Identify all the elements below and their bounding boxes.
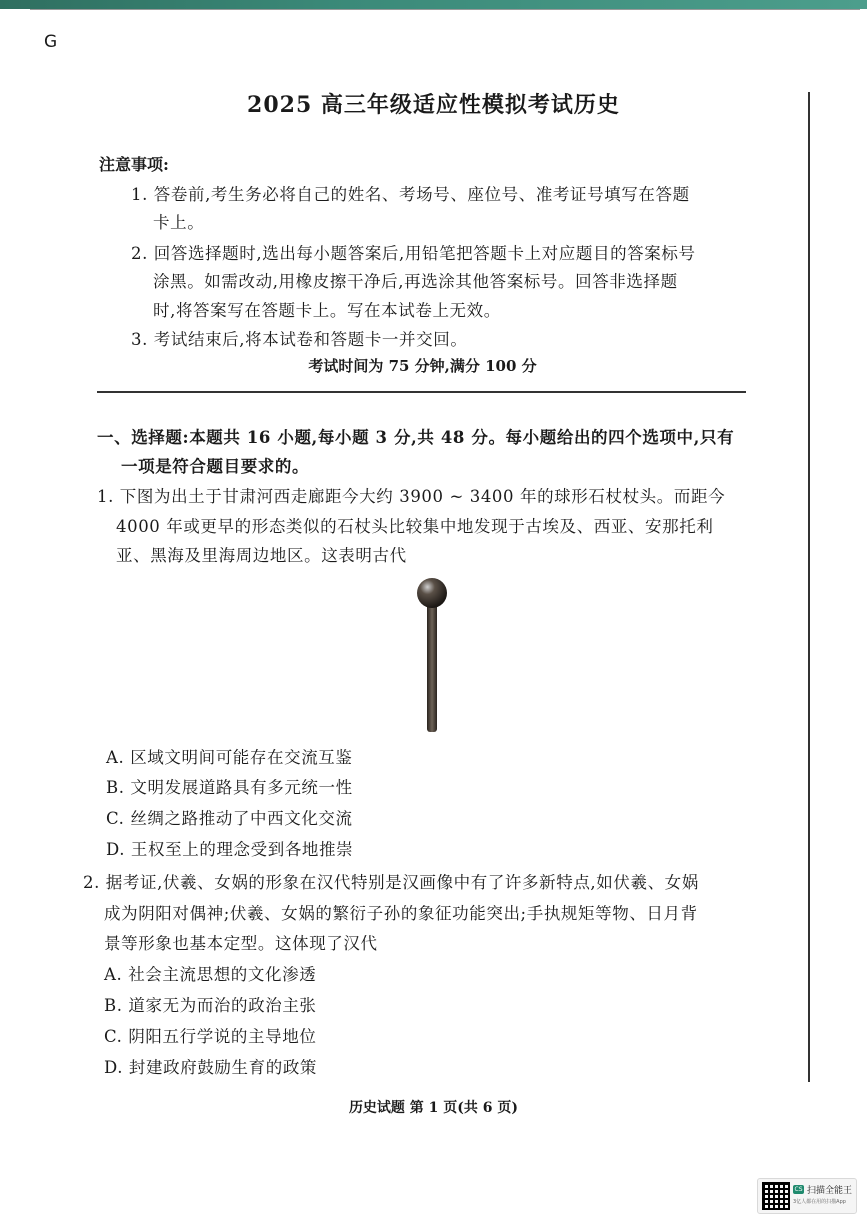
question-2-option-a: A. 社会主流思想的文化渗透 [104,965,317,984]
stone-mace-head-image [408,572,456,736]
question-1-stem: 1. 下图为出土于甘肃河西走廊距今大约 3900 ~ 3400 年的球形石杖杖头。而距今 [97,487,726,506]
scanner-name: 扫描全能王 [807,1186,853,1196]
notice-line: 2. 回答选择题时,选出每小题答案后,用铅笔把答题卡上对应题目的答案标号 [131,244,696,263]
question-1-option-a: A. 区域文明间可能存在交流互鉴 [106,748,353,767]
scanner-subtitle: 3亿人都在用的扫描App [793,1199,846,1205]
notice-heading: 注意事项: [99,155,169,174]
question-2-option-c: C. 阴阳五行学说的主导地位 [104,1027,317,1046]
question-1-stem: 4000 年或更早的形态类似的石杖头比较集中地发现于古埃及、西亚、安那托利 [116,517,714,536]
question-2-stem: 景等形象也基本定型。这体现了汉代 [104,934,378,953]
page-footer: 历史试题 第 1 页(共 6 页) [348,1100,519,1116]
section-divider [97,391,746,393]
section-heading-cont: 一项是符合题目要求的。 [121,457,310,476]
notice-line: 时,将答案写在答题卡上。写在本试卷上无效。 [153,301,501,320]
question-1-option-d: D. 王权至上的理念受到各地推崇 [106,840,354,859]
question-1-stem: 亚、黑海及里海周边地区。这表明古代 [116,546,407,565]
corner-mark: G [44,32,58,52]
scanner-watermark [757,1178,857,1214]
section-heading: 一、选择题:本题共 16 小题,每小题 3 分,共 48 分。每小题给出的四个选项中,只有 [97,428,735,447]
page-title: 2025 高三年级适应性模拟考试历史 [247,92,620,118]
question-2-stem: 2. 据考证,伏羲、女娲的形象在汉代特别是汉画像中有了许多新特点,如伏羲、女娲 [83,873,699,892]
notice-line: 3. 考试结束后,将本试卷和答题卡一并交回。 [131,330,468,349]
notice-line: 1. 答卷前,考生务必将自己的姓名、考场号、座位号、准考证号填写在答题 [131,185,690,204]
qr-code-icon [762,1182,790,1210]
question-2-stem: 成为阴阳对偶神;伏羲、女娲的繁衍子孙的象征功能突出;手执规矩等物、日月背 [104,904,698,923]
question-2-option-b: B. 道家无为而治的政治主张 [104,996,317,1015]
question-2-option-d: D. 封建政府鼓励生育的政策 [104,1058,318,1077]
question-1-option-c: C. 丝绸之路推动了中西文化交流 [106,809,353,828]
top-color-band [0,0,867,9]
notice-line: 涂黑。如需改动,用橡皮擦干净后,再选涂其他答案标号。回答非选择题 [153,272,678,291]
right-margin-rule [808,92,810,1082]
top-rule [30,9,860,10]
question-1-option-b: B. 文明发展道路具有多元统一性 [106,778,353,797]
scanner-logo: CS [794,1186,803,1193]
notice-line: 卡上。 [153,213,205,232]
exam-time: 考试时间为 75 分钟,满分 100 分 [308,357,537,375]
